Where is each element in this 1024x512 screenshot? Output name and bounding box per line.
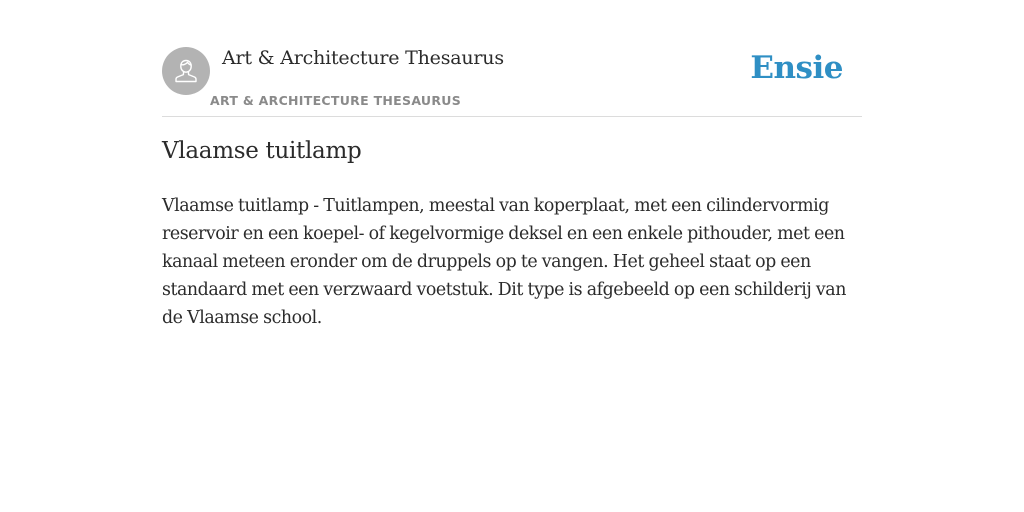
author-source-label[interactable]: ART & ARCHITECTURE THESAURUS [210, 93, 462, 108]
author-avatar[interactable] [162, 47, 210, 95]
user-icon [171, 56, 201, 86]
author-name[interactable]: Art & Architecture Thesaurus [222, 47, 504, 69]
entry-title: Vlaamse tuitlamp [162, 138, 362, 164]
ensie-logo[interactable]: Ensie [750, 50, 843, 86]
entry-header [162, 46, 862, 117]
entry-definition: Vlaamse tuitlamp - Tuitlampen, meestal van koperplaat, met een cilindervormig reservoir en een koepel- of kegelvormige deksel en een enkele pithouder, met een kanaal meteen eronder om de druppels op te vangen. Het geheel staat op een standaard met een verzwaard voetstuk. Dit type is afgebeeld op een schilderij van de Vlaamse school. [162, 196, 846, 328]
